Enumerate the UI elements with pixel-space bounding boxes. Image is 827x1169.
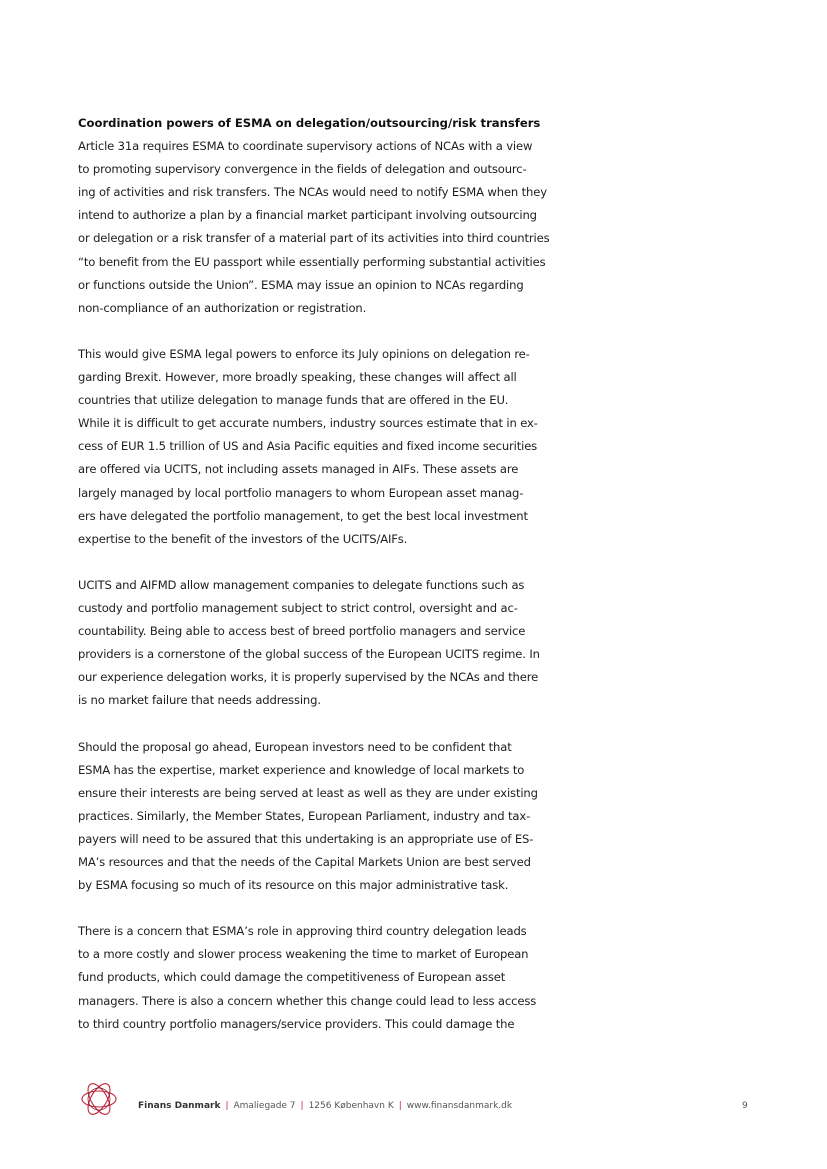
text-line: This would give ESMA legal powers to enforce its July opinions on delegation re- bbox=[78, 346, 530, 361]
text-line: by ESMA focusing so much of its resource on this major administrative task. bbox=[78, 878, 509, 893]
text-line: There is a concern that ESMA’s role in approving third country delegation leads bbox=[78, 924, 527, 939]
text-line: UCITS and AIFMD allow management companies to delegate functions such as bbox=[78, 577, 525, 592]
footer-separator: | bbox=[300, 1101, 304, 1111]
text-line: MA’s resources and that the needs of the Capital Markets Union are best served bbox=[78, 855, 531, 869]
finans-danmark-logo-icon bbox=[78, 1078, 120, 1120]
footer-contact-line bbox=[138, 1101, 512, 1111]
text-line: to third country portfolio managers/service providers. This could damage the bbox=[78, 1016, 515, 1031]
text-line: garding Brexit. However, more broadly speaking, these changes will affect all bbox=[78, 370, 517, 385]
section-heading: Coordination powers of ESMA on delegation/outsourcing/risk transfers bbox=[78, 116, 541, 130]
text-line: countability. Being able to access best of breed portfolio managers and service bbox=[78, 624, 526, 639]
text-line: our experience delegation works, it is properly supervised by the NCAs and there bbox=[78, 670, 539, 685]
paragraph bbox=[78, 135, 578, 320]
text-line: or delegation or a risk transfer of a material part of its activities into third countries bbox=[78, 231, 550, 246]
text-line: payers will need to be assured that this undertaking is an appropriate use of ES- bbox=[78, 831, 534, 846]
footer-website-link[interactable]: www.finansdanmark.dk bbox=[406, 1101, 513, 1111]
text-line: managers. There is also a concern whether this change could lead to less access bbox=[78, 993, 537, 1008]
text-line: “to benefit from the EU passport while essentially performing substantial activities bbox=[78, 254, 546, 269]
text-line: Article 31a requires ESMA to coordinate supervisory actions of NCAs with a view bbox=[78, 139, 533, 154]
footer-separator: | bbox=[225, 1101, 229, 1111]
document-body bbox=[78, 112, 578, 1059]
paragraph bbox=[78, 343, 578, 551]
text-line: is no market failure that needs addressing. bbox=[78, 693, 321, 708]
text-line: Should the proposal go ahead, European investors need to be confident that bbox=[78, 739, 512, 754]
paragraph-list bbox=[78, 135, 578, 1036]
text-line: non-compliance of an authorization or registration. bbox=[78, 300, 367, 315]
text-line: to a more costly and slower process weakening the time to market of European bbox=[78, 947, 529, 962]
footer-city: 1256 København K bbox=[308, 1101, 394, 1111]
footer-separator: | bbox=[398, 1101, 402, 1111]
text-line: fund products, which could damage the competitiveness of European asset bbox=[78, 970, 506, 985]
paragraph bbox=[78, 920, 578, 1035]
text-line: intend to authorize a plan by a financial market participant involving outsourcing bbox=[78, 208, 537, 223]
text-line: While it is difficult to get accurate numbers, industry sources estimate that in ex- bbox=[78, 416, 538, 431]
text-line: to promoting supervisory convergence in the fields of delegation and outsourc- bbox=[78, 162, 527, 177]
paragraph bbox=[78, 574, 578, 713]
text-line: or functions outside the Union”. ESMA may issue an opinion to NCAs regarding bbox=[78, 277, 524, 292]
text-line: ing of activities and risk transfers. The NCAs would need to notify ESMA when they bbox=[78, 185, 547, 200]
text-line: largely managed by local portfolio managers to whom European asset manag- bbox=[78, 485, 524, 500]
page-footer bbox=[0, 1075, 827, 1135]
text-line: cess of EUR 1.5 trillion of US and Asia Pacific equities and fixed income securities bbox=[78, 439, 538, 454]
text-line: ers have delegated the portfolio management, to get the best local investment bbox=[78, 508, 528, 523]
footer-organization: Finans Danmark bbox=[138, 1101, 221, 1111]
text-line: practices. Similarly, the Member States, European Parliament, industry and tax- bbox=[78, 808, 531, 823]
text-line: are offered via UCITS, not including assets managed in AIFs. These assets are bbox=[78, 462, 519, 477]
text-line: ensure their interests are being served at least as well as they are under existing bbox=[78, 785, 538, 800]
text-line: ESMA has the expertise, market experience and knowledge of local markets to bbox=[78, 762, 525, 777]
text-line: providers is a cornerstone of the global success of the European UCITS regime. In bbox=[78, 647, 540, 662]
text-line: expertise to the benefit of the investors of the UCITS/AIFs. bbox=[78, 531, 408, 546]
footer-address: Amaliegade 7 bbox=[233, 1101, 296, 1111]
text-line: countries that utilize delegation to manage funds that are offered in the EU. bbox=[78, 393, 509, 408]
page-number: 9 bbox=[742, 1101, 748, 1111]
text-line: custody and portfolio management subject to strict control, oversight and ac- bbox=[78, 600, 518, 615]
paragraph bbox=[78, 736, 578, 898]
